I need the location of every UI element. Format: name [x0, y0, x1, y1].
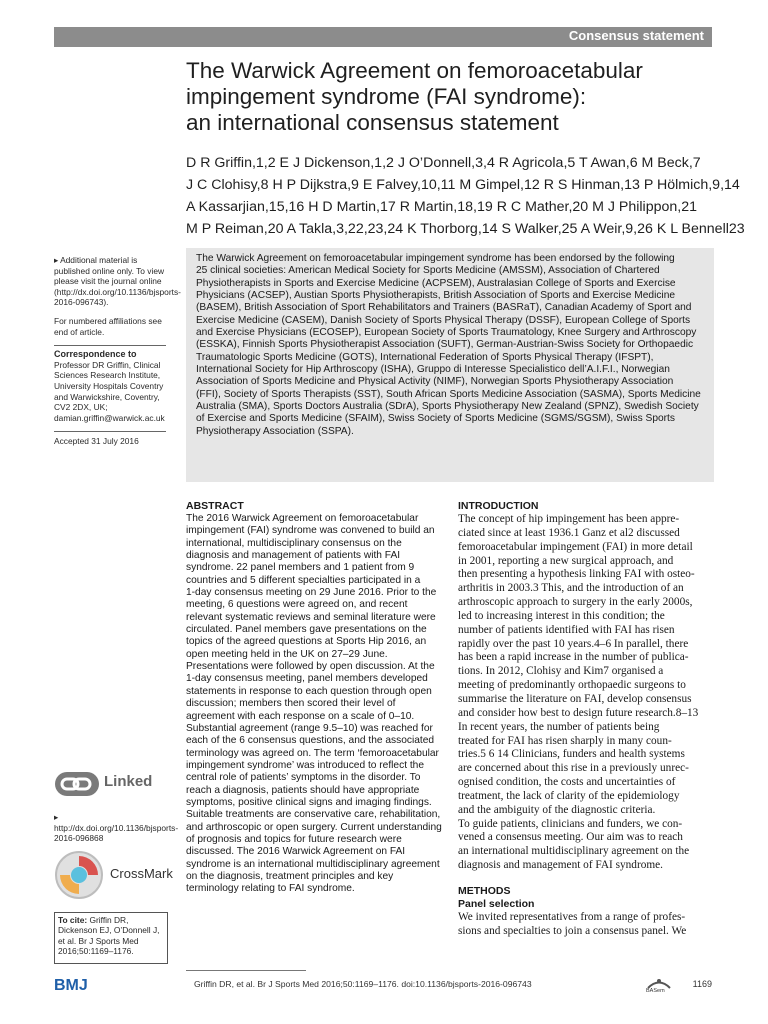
crossmark-label: CrossMark — [110, 866, 173, 881]
column-divider — [186, 970, 306, 971]
text-line: meeting of predominantly orthopaedic surgeons to — [458, 679, 686, 692]
basem-logo — [646, 976, 672, 996]
text-line: reach a diagnosis, patients should have appropriate — [186, 784, 420, 796]
text-line: The 2016 Warwick Agreement on femoroacetabular — [186, 513, 419, 524]
text-line: each of the 6 consensus questions, and the associated — [186, 735, 435, 747]
endorsement-line: The Warwick Agreement on femoroacetabular impingement syndrome has been endorsed by the following — [196, 253, 675, 264]
text-line: an international multidisciplinary agreement on the — [458, 845, 690, 858]
text-line: open meeting held in the UK on 27–29 June. — [186, 648, 388, 660]
endorsement-line: International Society for Hip Arthroscopy (ISHA), Gruppo di Interesse Specialistico dell’A.I.F.I., Norwegian — [196, 364, 670, 376]
author-line: M P Reiman,20 A Takla,3,22,23,24 K Thorborg,14 S Walker,25 A Weir,9,26 K L Bennell23 — [186, 221, 745, 237]
linked-doi-link[interactable]: ▸ http://dx.doi.org/10.1136/bjsports-2016-096868 — [54, 812, 179, 844]
endorsement-line: (BASEM), British Association of Sport Rehabilitators and Trainers (BASRaT), Canadian Academy of Sport and — [196, 302, 692, 314]
correspondence-heading: Correspondence to — [54, 345, 166, 360]
text-line: number of patients identified with FAI has risen — [458, 623, 675, 636]
text-line: In recent years, the number of patients being — [458, 720, 660, 733]
introduction-heading: INTRODUCTION — [458, 500, 539, 512]
abstract-column — [186, 500, 441, 896]
text-line: ciated since at least 1936.1 Ganz et al2 discussed — [458, 526, 680, 539]
methods-subheading: Panel selection — [458, 897, 535, 910]
endorsement-box — [186, 248, 714, 482]
crossmark-badge[interactable] — [54, 850, 174, 900]
text-line: has been a rapid increase in the number of publica- — [458, 651, 689, 664]
methods-heading: METHODS — [458, 884, 511, 897]
text-line: discussed. The 2016 Warwick Agreement on FAI — [186, 846, 406, 858]
text-line: diagnosis and management of patients with FAI — [186, 550, 401, 562]
text-line: 1-day consensus meeting on 29 June 2016. Prior to the — [186, 587, 437, 599]
title-line: The Warwick Agreement on femoroacetabular — [186, 58, 643, 83]
endorsement-line: Physiotherapists in Sports and Exercise Medicine (ACPSEM), Australasian College of Sports and Exercise — [196, 277, 676, 289]
text-line: terminology was agreed on. The term ‘femoroacetabular — [186, 747, 439, 759]
introduction-column — [458, 500, 714, 939]
author-line: D R Griffin,1,2 E J Dickenson,1,2 J O’Donnell,3,4 R Agricola,5 T Awan,6 M Beck,7 — [186, 155, 701, 171]
text-line: central role of patients’ symptoms in the disorder. To — [186, 772, 421, 784]
text-line: discussion; members then scored their level of — [186, 698, 396, 710]
linked-label: Linked — [104, 773, 153, 790]
linked-article-badge[interactable] — [54, 770, 166, 798]
cite-label: To cite: — [58, 915, 88, 925]
text-line: then presenting a hypothesis linking FAI with osteo- — [458, 568, 695, 581]
page-footer — [54, 976, 712, 996]
sidebar-notes — [54, 255, 181, 447]
text-line: symptoms, positive clinical signs and imaging findings. — [186, 796, 432, 808]
text-line: impingement (FAI) syndrome was convened to build an — [186, 525, 435, 537]
article-title — [186, 58, 706, 136]
endorsement-line: Physicians (ACSEP), Austian Sports Physiotherapists, British Association of Sports and Exercise Medicine — [196, 290, 676, 302]
title-line: an international consensus statement — [186, 110, 559, 135]
text-line: syndrome. 22 panel members and 1 patient from 9 — [186, 562, 415, 574]
endorsement-line: Exercise Medicine (CASEM), Danish Society of Sports Physical Therapy (DSSF), European College of Sports — [196, 314, 691, 326]
title-line: impingement syndrome (FAI syndrome): — [186, 84, 587, 109]
author-list — [186, 152, 745, 240]
text-line: summarise the literature on FAI, develop consensus — [458, 692, 692, 705]
text-line: The concept of hip impingement has been appre- — [458, 513, 680, 525]
text-line: arthroscopic approach to surgery in the early 2000s, — [458, 596, 693, 609]
author-line: J C Clohisy,8 H P Dijkstra,9 E Falvey,10,11 M Gimpel,12 R S Hinman,13 P Hölmich,9,14 — [186, 177, 740, 193]
abstract-heading: ABSTRACT — [186, 500, 244, 512]
text-line: and arthroscopic or open surgery. Current understanding — [186, 821, 442, 833]
text-line: are concerned about this rise in a previously unrec- — [458, 762, 689, 775]
basem-label: BASem — [646, 988, 665, 994]
text-line: ognised condition, the costs and uncertainties of — [458, 776, 676, 789]
text-line: sions and specialties to join a consensus panel. We — [458, 924, 687, 937]
text-line: of prognosis and topics for future research were — [186, 833, 402, 845]
text-line: Substantial agreement (range 9.5–10) was reached for — [186, 722, 433, 734]
text-line: tries.5 6 14 Clinicians, funders and health systems — [458, 748, 685, 761]
endorsement-line: Traumatologic Sports Medicine (GOTS), International Federation of Sports Physical Therapy (IFSPT), — [196, 351, 654, 363]
text-line: meeting, 6 questions were agreed on, and recent — [186, 599, 408, 611]
text-line: international, multidisciplinary consensus on the — [186, 537, 402, 549]
footer-citation: Griffin DR, et al. Br J Sports Med 2016;50:1169–1176. doi:10.1136/bjsports-2016-096743 — [194, 979, 532, 989]
endorsement-line: and Exercise Physicians (ECOSEP), European Society of Sports Traumatology, Knee Surgery and Arthroscopy — [196, 327, 697, 339]
text-line: syndrome is an international multidisciplinary agreement — [186, 858, 440, 870]
text-line: led to increasing interest in this condition; the — [458, 609, 665, 622]
text-line: To guide patients, clinicians and funders, we con- — [458, 817, 683, 830]
endorsement-line: Australia (SMA), Sports Doctors Australia (SDrA), Sports Physiotherapy New Zealand (SPNZ), Swedish Society — [196, 401, 699, 413]
introduction-body — [458, 513, 714, 873]
additional-material-note[interactable]: ▸ Additional material is published online only. To view please visit the journal online (http://dx.doi.org/10.1136/bjsports-2016-096743). — [54, 255, 181, 308]
text-line: 1-day consensus meeting, panel members developed — [186, 673, 428, 685]
endorsement-line: of Exercise and Sports Medicine (SFAIM), Swiss Society of Sports Medicine (SGMS/SGSM), Swiss Sports — [196, 413, 675, 425]
text-line: relevant systematic reviews and seminal literature were — [186, 611, 436, 623]
text-line: diagnosis and management of FAI syndrome. — [458, 859, 663, 872]
affiliations-note: For numbered affiliations see end of article. — [54, 315, 162, 337]
text-line: in 2001, reporting a new surgical approach, and — [458, 554, 674, 567]
author-line: A Kassarjian,15,16 H D Martin,17 R Martin,18,19 R C Mather,20 M J Philippon,21 — [186, 199, 697, 215]
text-line: vened a consensus meeting. Our aim was to reach — [458, 831, 683, 844]
text-line: treated for FAI has risen sharply in many coun- — [458, 734, 672, 747]
text-line: and the ambiguity of the diagnostic criteria. — [458, 803, 656, 816]
link-chain-icon — [54, 770, 100, 798]
endorsement-line: Association of Sports Medicine and Physical Activity (NIMF), Norwegian Sports Physiotherapy Association — [196, 376, 674, 388]
endorsement-line: Physiotherapy Association (SSPA). — [196, 425, 354, 437]
text-line: on the diagnosis, treatment principles and key — [186, 870, 394, 882]
endorsement-line: 25 clinical societies: American Medical Society for Sports Medicine (AMSSM), Association of Chartered — [196, 265, 660, 277]
page-number: 1169 — [692, 979, 712, 989]
text-line: femoroacetabular impingement (FAI) in more detail — [458, 540, 693, 553]
text-line: topics of the agreed questions at Sports Hip 2016, an — [186, 636, 427, 648]
citation-box — [54, 912, 168, 964]
text-line: terminology relating to FAI syndrome. — [186, 883, 355, 895]
section-label: Consensus statement — [568, 28, 704, 43]
text-line: We invited representatives from a range of profes- — [458, 910, 686, 923]
cite-text: Griffin DR, Dickenson EJ, O’Donnell J, et al. Br J Sports Med 2016;50:1169–1176. — [58, 915, 160, 957]
section-header-bar — [54, 27, 712, 47]
text-line: arthritis in 2003.3 This, and the introduction of an — [458, 582, 684, 595]
text-line: impingement syndrome’ was introduced to reflect the — [186, 759, 425, 771]
text-line: rapidly over the past 10 years.4–6 In parallel, there — [458, 637, 689, 650]
text-line: Presentations were followed by open discussion. At the — [186, 661, 435, 673]
endorsement-line: (FFI), Society of Sports Therapists (SST), South African Sports Medicine Association (SASMA), Sports Medicine — [196, 388, 701, 400]
text-line: tions. In 2012, Clohisy and Kim7 organised a — [458, 665, 664, 678]
text-line: treatment, the lack of clarity of the epidemiology — [458, 789, 680, 802]
accepted-date: Accepted 31 July 2016 — [54, 431, 166, 447]
bmj-logo: BMJ — [54, 977, 88, 994]
abstract-body — [186, 513, 441, 896]
crossmark-icon — [54, 850, 104, 900]
text-line: agreement with each response on a scale of 0–10. — [186, 710, 415, 722]
text-line: and consider how best to design future research.8–13 — [458, 706, 699, 719]
text-line: countries and 5 different specialties participated in a — [186, 574, 421, 586]
text-line: statements in response to each question through open — [186, 685, 432, 697]
correspondence-address[interactable]: Professor DR Griffin, Clinical Sciences Research Institute, University Hospitals Coventry and Warwickshire, Coventry, CV2 2DX, UK; damian.griffin@warwick.ac.uk — [54, 359, 165, 423]
endorsement-line: (ESSKA), Finnish Sports Physiotherapist Association (SUFT), German-Austrian-Swiss Society for Orthopaedic — [196, 339, 694, 351]
text-line: circulated. Panel members gave presentations on the — [186, 624, 427, 636]
text-line: Suitable treatments are conservative care, rehabilitation, — [186, 809, 441, 821]
methods-body — [458, 911, 714, 939]
